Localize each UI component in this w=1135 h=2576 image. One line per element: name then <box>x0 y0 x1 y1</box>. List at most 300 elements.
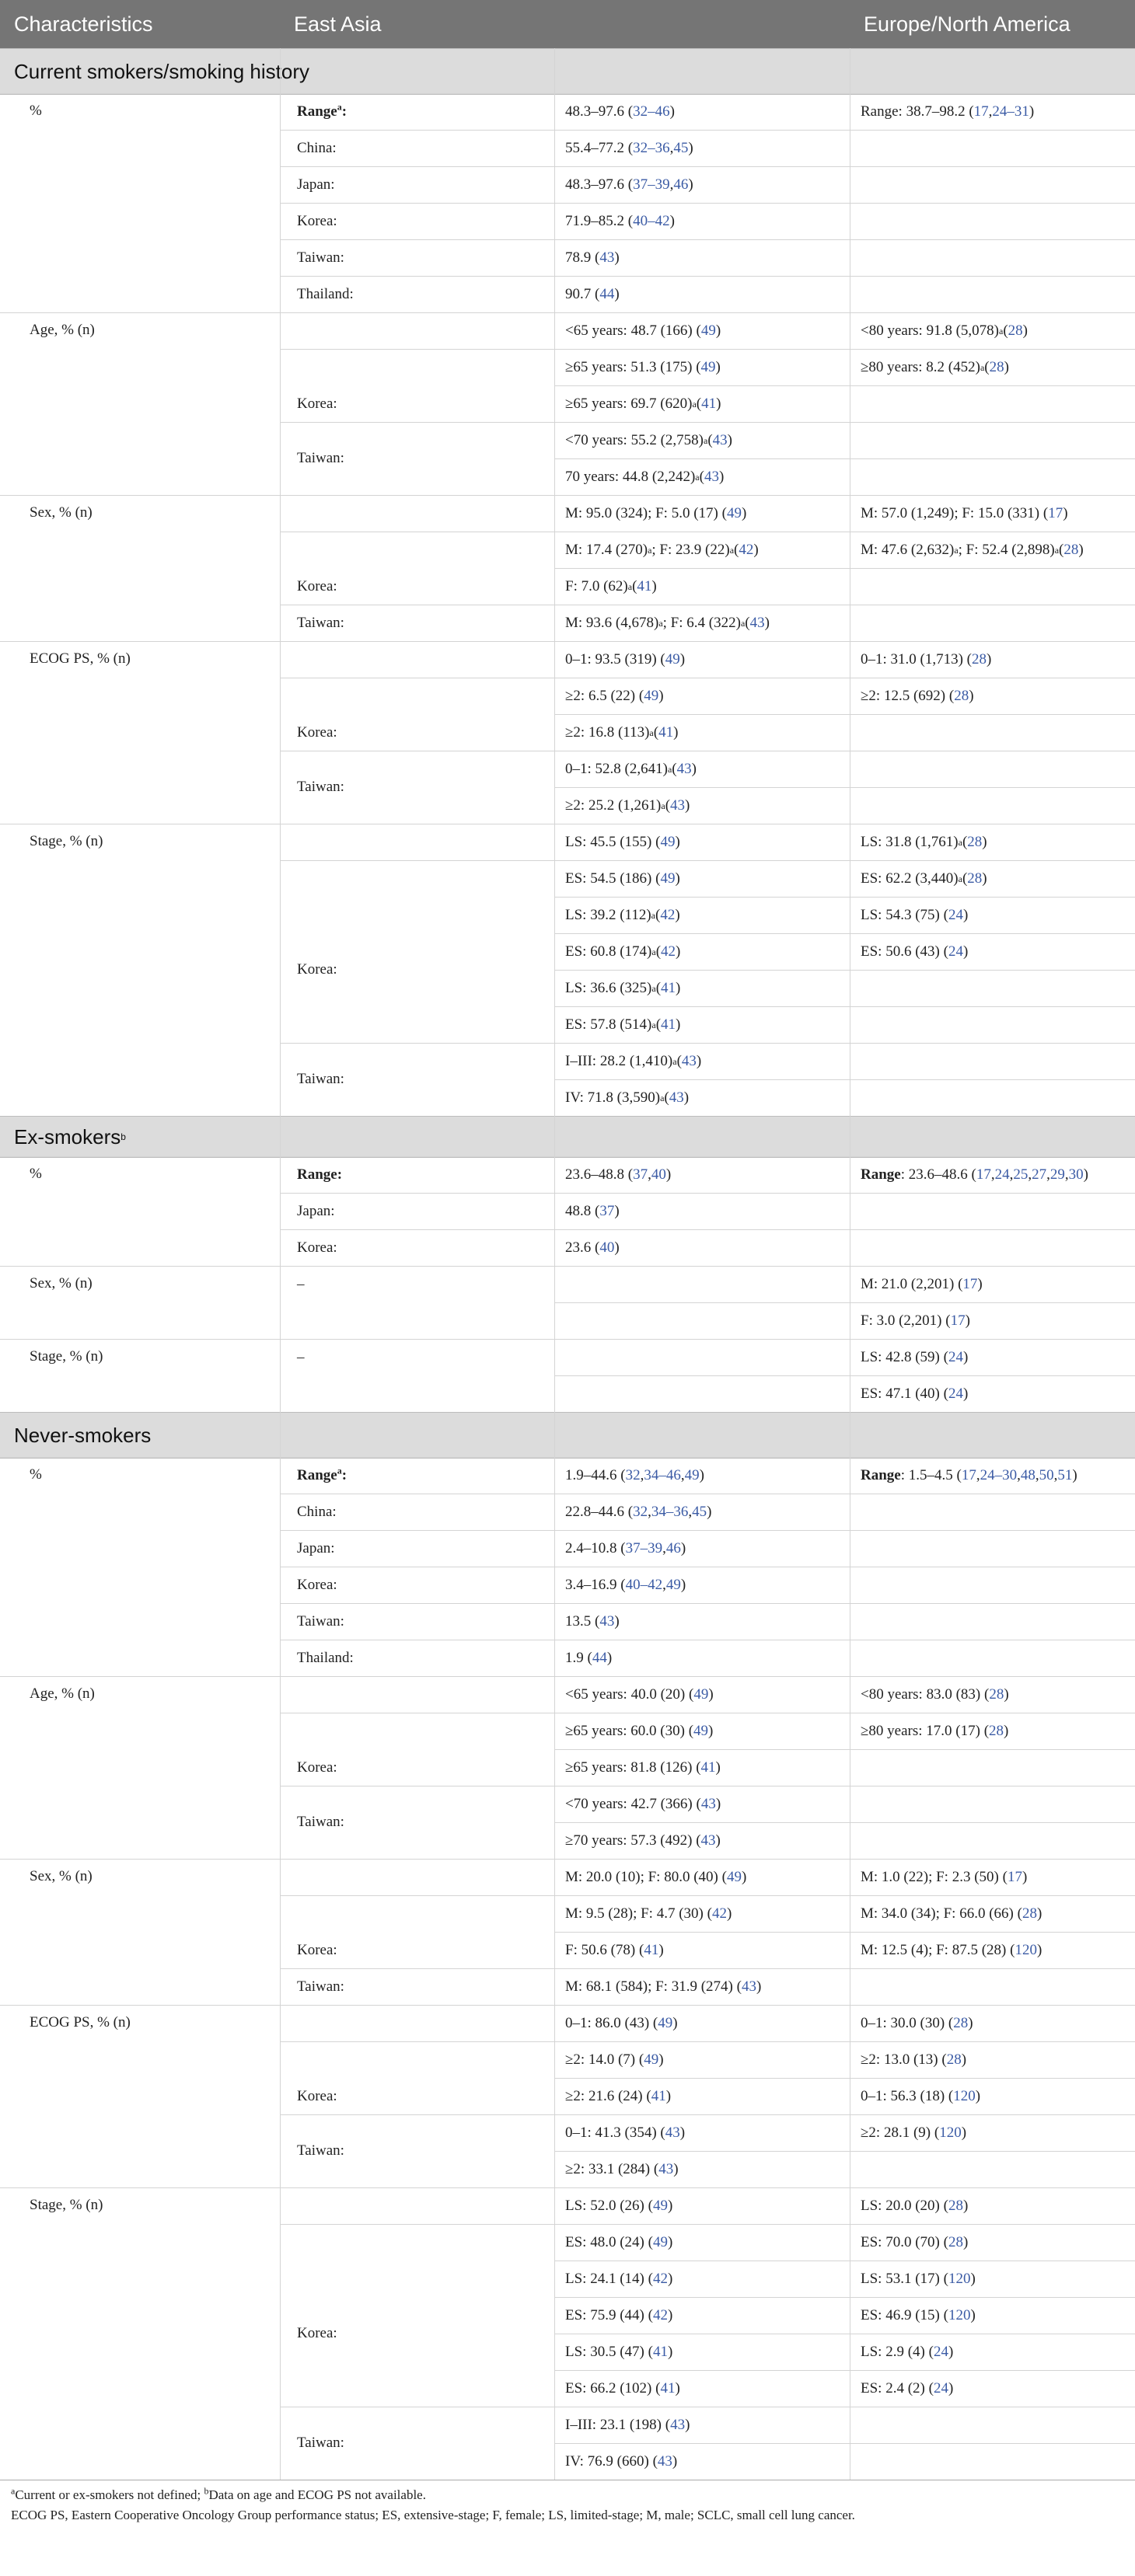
row-divider <box>280 2041 1135 2042</box>
row-divider <box>554 787 1135 788</box>
reference-link[interactable]: 42 <box>711 1905 727 1922</box>
reference-link[interactable]: 46 <box>673 176 689 193</box>
reference-link[interactable]: 28 <box>967 833 983 850</box>
reference-link[interactable]: 24–30 <box>980 1466 1018 1483</box>
reference-link[interactable]: 28 <box>989 358 1004 375</box>
table-row <box>0 2114 1135 2159</box>
row-divider <box>0 495 1135 496</box>
region-label: China: <box>297 139 337 156</box>
reference-link[interactable]: 43 <box>599 249 615 266</box>
reference-link[interactable]: 43 <box>676 760 692 777</box>
characteristic-label: Sex, % (n) <box>30 1868 93 1884</box>
europe-value: ≥2: 13.0 (13) ( 28 ) <box>861 2051 967 2068</box>
table-row <box>0 1375 1135 1412</box>
row-divider <box>280 1530 1135 1531</box>
reference-link[interactable]: 43 <box>658 2160 674 2177</box>
reference-link[interactable]: 49 <box>693 1722 709 1739</box>
table-row <box>0 2187 1135 2224</box>
east-asia-value: M: 68.1 (584); F: 31.9 (274) ( 43 ) <box>565 1978 762 1995</box>
reference-link[interactable]: 120 <box>1015 1941 1037 1958</box>
reference-link[interactable]: 17 <box>962 1275 978 1292</box>
table-row <box>0 787 1135 824</box>
row-divider <box>554 2443 1135 2444</box>
reference-link[interactable]: 24 <box>948 943 963 960</box>
footnote-marker: a <box>337 1465 342 1476</box>
east-asia-value: LS: 24.1 (14) ( 42 ) <box>565 2270 673 2287</box>
characteristic-label: Stage, % (n) <box>30 1348 103 1365</box>
reference-link[interactable]: 27 <box>1032 1166 1047 1183</box>
row-divider <box>280 1229 1135 1230</box>
region-label: Taiwan: <box>297 1814 344 1830</box>
region-label: Korea: <box>297 1941 337 1958</box>
east-asia-value: ≥2: 14.0 (7) ( 49 ) <box>565 2051 664 2068</box>
east-asia-value: 0–1: 41.3 (354) ( 43 ) <box>565 2124 686 2141</box>
reference-link[interactable]: 17 <box>973 103 989 120</box>
reference-link[interactable]: 49 <box>652 2197 668 2214</box>
region-range-label: Range: <box>297 1166 343 1183</box>
east-asia-value: ES: 48.0 (24) ( 49 ) <box>565 2233 673 2250</box>
region-label: Taiwan: <box>297 249 344 266</box>
reference-link[interactable]: 17 <box>1048 504 1063 521</box>
reference-link[interactable]: 45 <box>692 1503 707 1520</box>
reference-link[interactable]: 28 <box>967 870 983 887</box>
reference-link[interactable]: 120 <box>953 2087 976 2104</box>
region-label <box>280 93 554 130</box>
east-asia-value: <65 years: 48.7 (166) ( 49 ) <box>565 322 721 339</box>
region-label: Thailand: <box>297 1649 354 1666</box>
europe-value: ES: 2.4 (2) ( 24 ) <box>861 2379 954 2396</box>
reference-link[interactable]: 37–39 <box>625 1539 663 1556</box>
reference-link[interactable]: 43 <box>657 2452 672 2470</box>
east-asia-value: 48.8 ( 37 ) <box>565 1202 620 1219</box>
row-divider <box>280 2114 1135 2115</box>
reference-link[interactable]: 17 <box>976 1166 991 1183</box>
east-asia-value: 2.4–10.8 ( 37–39 , 46 ) <box>565 1539 686 1556</box>
reference-link[interactable]: 41 <box>700 1759 716 1776</box>
east-asia-value: 22.8–44.6 ( 32 , 34–36 , 45 ) <box>565 1503 712 1520</box>
reference-link[interactable]: 51 <box>1057 1466 1073 1483</box>
reference-link[interactable]: 43 <box>681 1052 697 1069</box>
table-row <box>0 312 1135 349</box>
east-asia-value: 48.3–97.6 ( 37–39 , 46 ) <box>565 176 693 193</box>
reference-link[interactable]: 17 <box>950 1312 966 1329</box>
europe-value: ≥2: 12.5 (692) ( 28 ) <box>861 687 974 704</box>
table-row <box>0 2078 1135 2114</box>
characteristic-label: % <box>30 1466 42 1483</box>
section-title: Ex-smokers b <box>14 1124 126 1149</box>
row-divider <box>0 2187 1135 2188</box>
table-row <box>0 933 1135 970</box>
section-header <box>0 1116 1135 1158</box>
europe-value: ES: 50.6 (43) ( 24 ) <box>861 943 969 960</box>
east-asia-value: M: 17.4 (270) a ; F: 23.9 (22) a ( 42 ) <box>565 541 759 558</box>
europe-value: LS: 20.0 (20) ( 28 ) <box>861 2197 969 2214</box>
reference-link[interactable]: 41 <box>701 395 717 412</box>
reference-link[interactable]: 43 <box>599 1612 615 1630</box>
reference-link[interactable]: 49 <box>726 504 742 521</box>
row-divider <box>0 1266 1135 1267</box>
footnote-marker: b <box>204 2485 209 2497</box>
reference-link[interactable]: 43 <box>665 2124 680 2141</box>
row-divider <box>280 1193 1135 1194</box>
table-row <box>0 1494 1135 1530</box>
table-row <box>0 1932 1135 1968</box>
reference-link[interactable]: 41 <box>652 2343 668 2360</box>
east-asia-value: 55.4–77.2 ( 32–36 , 45 ) <box>565 139 693 156</box>
reference-link[interactable]: 49 <box>644 2051 659 2068</box>
east-asia-value: 0–1: 52.8 (2,641) a ( 43 ) <box>565 760 697 777</box>
east-asia-value: M: 95.0 (324); F: 5.0 (17) ( 49 ) <box>565 504 747 521</box>
reference-link[interactable]: 41 <box>651 2087 666 2104</box>
reference-link[interactable]: 28 <box>1008 322 1023 339</box>
reference-link[interactable]: 49 <box>658 2014 673 2031</box>
reference-link[interactable]: 120 <box>948 2270 971 2287</box>
reference-link[interactable]: 25 <box>1013 1166 1028 1183</box>
row-divider <box>554 1375 1135 1376</box>
reference-link[interactable]: 24 <box>994 1166 1010 1183</box>
reference-link[interactable]: 28 <box>972 650 987 668</box>
reference-link[interactable]: 30 <box>1068 1166 1084 1183</box>
table-row <box>0 1530 1135 1567</box>
europe-value: LS: 53.1 (17) ( 120 ) <box>861 2270 976 2287</box>
reference-link[interactable]: 42 <box>660 906 676 923</box>
reference-link[interactable]: 49 <box>684 1466 700 1483</box>
reference-link[interactable]: 48 <box>1020 1466 1035 1483</box>
row-divider <box>554 2151 1135 2152</box>
east-asia-value: LS: 52.0 (26) ( 49 ) <box>565 2197 673 2214</box>
characteristic-label: Sex, % (n) <box>30 504 93 521</box>
east-asia-value: 48.3–97.6 ( 32–46 ) <box>565 103 675 120</box>
characteristic-label: Age, % (n) <box>30 1685 95 1702</box>
reference-link[interactable]: 50 <box>1039 1466 1054 1483</box>
table-row <box>0 1749 1135 1786</box>
reference-link[interactable]: 42 <box>652 2270 668 2287</box>
region-label <box>280 1457 554 1494</box>
east-asia-value: I–III: 23.1 (198) ( 43 ) <box>565 2416 690 2433</box>
europe-value: ≥80 years: 8.2 (452) a ( 28 ) <box>861 358 1009 375</box>
region-label: Korea: <box>297 723 337 741</box>
footnote-marker: a <box>337 101 342 113</box>
table-row <box>0 1676 1135 1713</box>
region-label: Taiwan: <box>297 614 344 631</box>
table-row <box>0 1006 1135 1043</box>
characteristic-label: ECOG PS, % (n) <box>30 650 131 667</box>
reference-link[interactable]: 49 <box>652 2233 668 2250</box>
reference-link[interactable]: 49 <box>665 1576 681 1593</box>
table-row <box>0 276 1135 312</box>
table-row <box>0 1193 1135 1229</box>
reference-link[interactable]: 40 <box>651 1166 666 1183</box>
characteristic-label: % <box>30 1166 42 1182</box>
reference-link[interactable]: 41 <box>661 1016 676 1033</box>
east-asia-value: M: 9.5 (28); F: 4.7 (30) ( 42 ) <box>565 1905 732 1922</box>
table-row <box>0 1156 1135 1193</box>
table-row <box>0 1786 1135 1830</box>
row-divider <box>280 203 1135 204</box>
reference-link[interactable]: 29 <box>1049 1166 1065 1183</box>
reference-link[interactable]: 28 <box>1063 541 1079 558</box>
row-divider <box>0 312 1135 313</box>
east-asia-value: M: 20.0 (10); F: 80.0 (40) ( 49 ) <box>565 1868 747 1885</box>
east-asia-value: LS: 45.5 (155) ( 49 ) <box>565 833 680 850</box>
europe-value: LS: 42.8 (59) ( 24 ) <box>861 1348 969 1365</box>
region-label: Korea: <box>297 2087 337 2104</box>
reference-link[interactable]: 37 <box>599 1202 615 1219</box>
europe-value: LS: 31.8 (1,761) a ( 28 ) <box>861 833 987 850</box>
section-title: Never-smokers <box>14 1423 152 1447</box>
east-asia-value: I–III: 28.2 (1,410) a ( 43 ) <box>565 1052 702 1069</box>
reference-link[interactable]: 32–46 <box>633 103 670 120</box>
reference-link[interactable]: 24–31 <box>992 103 1029 120</box>
europe-value: ES: 47.1 (40) ( 24 ) <box>861 1385 969 1402</box>
row-divider <box>280 130 1135 131</box>
reference-link[interactable]: 34–46 <box>644 1466 681 1483</box>
reference-link[interactable]: 120 <box>939 2124 962 2141</box>
europe-value: Range : 1.5–4.5 ( 17 , 24–30 , 48 , 50 , 51 ) <box>861 1466 1077 1483</box>
reference-link[interactable]: 44 <box>592 1649 607 1666</box>
table-row <box>0 422 1135 466</box>
reference-link[interactable]: 49 <box>693 1685 709 1703</box>
reference-link[interactable]: 28 <box>1022 1905 1037 1922</box>
header-europe-north-america: Europe/North America <box>864 12 1070 36</box>
reference-link[interactable]: 40 <box>599 1239 615 1256</box>
table-row <box>0 1079 1135 1116</box>
reference-link[interactable]: 43 <box>741 1978 756 1995</box>
table-header <box>0 0 1135 48</box>
row-divider <box>0 1859 1135 1860</box>
reference-link[interactable]: 17 <box>961 1466 976 1483</box>
reference-link[interactable]: 34–36 <box>651 1503 689 1520</box>
east-asia-value: 3.4–16.9 ( 40–42 , 49 ) <box>565 1576 686 1593</box>
region-label: Korea: <box>297 961 337 978</box>
region-label: Japan: <box>297 1539 335 1556</box>
reference-link[interactable]: 43 <box>749 614 765 631</box>
reference-link[interactable]: 43 <box>670 2416 686 2433</box>
europe-value: ≥80 years: 17.0 (17) ( 28 ) <box>861 1722 1009 1739</box>
reference-link[interactable]: 49 <box>644 687 659 704</box>
row-divider <box>554 1749 1135 1750</box>
europe-value: LS: 2.9 (4) ( 24 ) <box>861 2343 954 2360</box>
reference-link[interactable]: 41 <box>637 577 652 594</box>
table-row <box>0 2005 1135 2041</box>
header-east-asia: East Asia <box>294 12 382 36</box>
row-divider <box>280 1043 1135 1044</box>
reference-link[interactable]: 41 <box>660 2379 676 2396</box>
table-row <box>0 1640 1135 1676</box>
region-label: Korea: <box>297 1576 337 1593</box>
reference-link[interactable]: 41 <box>658 723 674 741</box>
east-asia-value: ES: 60.8 (174) a ( 42 ) <box>565 943 681 960</box>
reference-link[interactable]: 43 <box>700 1795 716 1812</box>
region-label: Korea: <box>297 1759 337 1776</box>
reference-link[interactable]: 43 <box>712 431 728 448</box>
table-row <box>0 2370 1135 2407</box>
table-row <box>0 1229 1135 1266</box>
reference-link[interactable]: 42 <box>739 541 754 558</box>
europe-value: 0–1: 56.3 (18) ( 120 ) <box>861 2087 981 2104</box>
east-asia-value: ES: 57.8 (514) a ( 41 ) <box>565 1016 681 1033</box>
row-divider <box>554 970 1135 971</box>
table-row <box>0 385 1135 422</box>
reference-link[interactable]: 28 <box>948 2233 963 2250</box>
table-row <box>0 1859 1135 1895</box>
east-asia-value: ≥2: 21.6 (24) ( 41 ) <box>565 2087 672 2104</box>
reference-link[interactable]: 41 <box>644 1941 659 1958</box>
reference-link[interactable]: 24 <box>948 1348 963 1365</box>
characteristic-label: ECOG PS, % (n) <box>30 2014 131 2030</box>
row-divider <box>280 1895 1135 1896</box>
row-divider <box>280 93 1135 94</box>
characteristic-label: Age, % (n) <box>30 322 95 338</box>
reference-link[interactable]: 43 <box>670 797 686 814</box>
europe-value: 0–1: 30.0 (30) ( 28 ) <box>861 2014 973 2031</box>
east-asia-value: F: 7.0 (62) a ( 41 ) <box>565 577 657 594</box>
east-asia-value: 1.9–44.6 ( 32 , 34–46 , 49 ) <box>565 1466 704 1483</box>
region-label: Taiwan: <box>297 450 344 466</box>
footnote-marker: a <box>11 2485 16 2497</box>
reference-link[interactable]: 44 <box>599 285 615 302</box>
reference-link[interactable]: 24 <box>948 1385 963 1402</box>
reference-link[interactable]: 40–42 <box>633 212 670 229</box>
reference-link[interactable]: 49 <box>660 833 676 850</box>
region-label: – <box>297 1275 305 1292</box>
europe-value: M: 21.0 (2,201) ( 17 ) <box>861 1275 983 1292</box>
table-row <box>0 2443 1135 2480</box>
europe-value: LS: 54.3 (75) ( 24 ) <box>861 906 969 923</box>
table-row <box>0 2151 1135 2187</box>
reference-link[interactable]: 28 <box>989 1722 1004 1739</box>
europe-value: M: 47.6 (2,632) a ; F: 52.4 (2,898) a ( 28 ) <box>861 541 1084 558</box>
table-row <box>0 2261 1135 2297</box>
reference-link[interactable]: 24 <box>948 906 963 923</box>
europe-value: ES: 70.0 (70) ( 28 ) <box>861 2233 969 2250</box>
east-asia-value: 0–1: 86.0 (43) ( 49 ) <box>565 2014 678 2031</box>
reference-link[interactable]: 49 <box>726 1868 742 1885</box>
europe-value: M: 12.5 (4); F: 87.5 (28) ( 120 ) <box>861 1941 1042 1958</box>
reference-link[interactable]: 37 <box>633 1166 648 1183</box>
bold-label: Range <box>861 1166 901 1183</box>
reference-link[interactable]: 28 <box>948 2197 963 2214</box>
reference-link[interactable]: 28 <box>989 1685 1004 1703</box>
region-range-label: Range$^a$: <box>297 1465 347 1483</box>
row-divider <box>554 1302 1135 1303</box>
reference-link[interactable]: 46 <box>665 1539 681 1556</box>
reference-link[interactable]: 40–42 <box>625 1576 663 1593</box>
row-divider <box>280 239 1135 240</box>
row-divider <box>554 1822 1135 1823</box>
region-label: Taiwan: <box>297 1978 344 1995</box>
table-row <box>0 605 1135 641</box>
row-divider <box>554 458 1135 459</box>
row-divider <box>280 349 1135 350</box>
row-divider <box>554 1006 1135 1007</box>
reference-link[interactable]: 49 <box>700 322 716 339</box>
row-divider <box>554 714 1135 715</box>
reference-link[interactable]: 42 <box>652 2306 668 2323</box>
reference-link[interactable]: 43 <box>669 1089 684 1106</box>
region-label: Korea: <box>297 577 337 594</box>
east-asia-value: ≥65 years: 81.8 (126) ( 41 ) <box>565 1759 721 1776</box>
table-row <box>0 751 1135 795</box>
europe-value: M: 1.0 (22); F: 2.3 (50) ( 17 ) <box>861 1868 1028 1885</box>
region-label: Korea: <box>297 212 337 229</box>
region-label: Korea: <box>297 1239 337 1256</box>
reference-link[interactable]: 49 <box>665 650 680 668</box>
table-row <box>0 239 1135 276</box>
reference-link[interactable]: 28 <box>946 2051 962 2068</box>
reference-link[interactable]: 32 <box>625 1466 641 1483</box>
east-asia-value: ≥65 years: 51.3 (175) ( 49 ) <box>565 358 721 375</box>
reference-link[interactable]: 37–39 <box>633 176 670 193</box>
row-divider <box>554 1079 1135 1080</box>
east-asia-value: 23.6–48.8 ( 37 , 40 ) <box>565 1166 672 1183</box>
east-asia-value: F: 50.6 (78) ( 41 ) <box>565 1941 664 1958</box>
region-label: Japan: <box>297 176 335 193</box>
table-row <box>0 1567 1135 1603</box>
reference-link[interactable]: 49 <box>700 358 716 375</box>
region-label: Taiwan: <box>297 779 344 795</box>
east-asia-value: LS: 39.2 (112) a ( 42 ) <box>565 906 680 923</box>
reference-link[interactable]: 28 <box>954 687 969 704</box>
table-row <box>0 166 1135 203</box>
east-asia-value: ≥70 years: 57.3 (492) ( 43 ) <box>565 1832 721 1849</box>
region-range-label: Range$^a$: <box>297 101 347 120</box>
table-row <box>0 458 1135 495</box>
reference-link[interactable]: 24 <box>933 2379 948 2396</box>
europe-value: Range: 38.7–98.2 ( 17 , 24–31 ) <box>861 103 1035 120</box>
reference-link[interactable]: 43 <box>700 1832 716 1849</box>
row-divider <box>554 568 1135 569</box>
footnote-line: ECOG PS, Eastern Cooperative Oncology Group performance status; ES, extensive-stage; F, female; LS, limited-stage; M, male; SCLC, small cell lung cancer. <box>11 2508 855 2522</box>
reference-link[interactable]: 45 <box>673 139 689 156</box>
table-row <box>0 1302 1135 1339</box>
row-divider <box>280 1457 1135 1458</box>
reference-link[interactable]: 32 <box>633 1503 648 1520</box>
region-label: Taiwan: <box>297 2142 344 2159</box>
reference-link[interactable]: 49 <box>660 870 676 887</box>
reference-link[interactable]: 41 <box>661 979 676 996</box>
reference-link[interactable]: 120 <box>948 2306 971 2323</box>
reference-link[interactable]: 17 <box>1007 1868 1022 1885</box>
table-row <box>0 1457 1135 1494</box>
east-asia-value: 23.6 ( 40 ) <box>565 1239 620 1256</box>
east-asia-value: ES: 66.2 (102) ( 41 ) <box>565 2379 680 2396</box>
row-divider <box>0 1339 1135 1340</box>
east-asia-value: <70 years: 55.2 (2,758) a ( 43 ) <box>565 431 732 448</box>
table-row <box>0 495 1135 532</box>
row-divider <box>280 1603 1135 1604</box>
table-row <box>0 1822 1135 1859</box>
region-label: – <box>297 1348 305 1365</box>
europe-value: ES: 46.9 (15) ( 120 ) <box>861 2306 976 2323</box>
row-divider <box>280 422 1135 423</box>
row-divider <box>280 860 1135 861</box>
europe-value: F: 3.0 (2,201) ( 17 ) <box>861 1312 970 1329</box>
reference-link[interactable]: 43 <box>704 468 719 485</box>
row-divider <box>554 933 1135 934</box>
reference-link[interactable]: 28 <box>953 2014 969 2031</box>
east-asia-value: ≥65 years: 69.7 (620) a ( 41 ) <box>565 395 721 412</box>
reference-link[interactable]: 42 <box>661 943 676 960</box>
table-row <box>0 1603 1135 1640</box>
europe-value: <80 years: 91.8 (5,078) a ( 28 ) <box>861 322 1028 339</box>
reference-link[interactable]: 24 <box>933 2343 948 2360</box>
east-asia-value: <65 years: 40.0 (20) ( 49 ) <box>565 1685 714 1703</box>
row-divider <box>554 2370 1135 2371</box>
table-row <box>0 897 1135 933</box>
header-characteristics: Characteristics <box>14 12 153 36</box>
reference-link[interactable]: 32–36 <box>633 139 670 156</box>
